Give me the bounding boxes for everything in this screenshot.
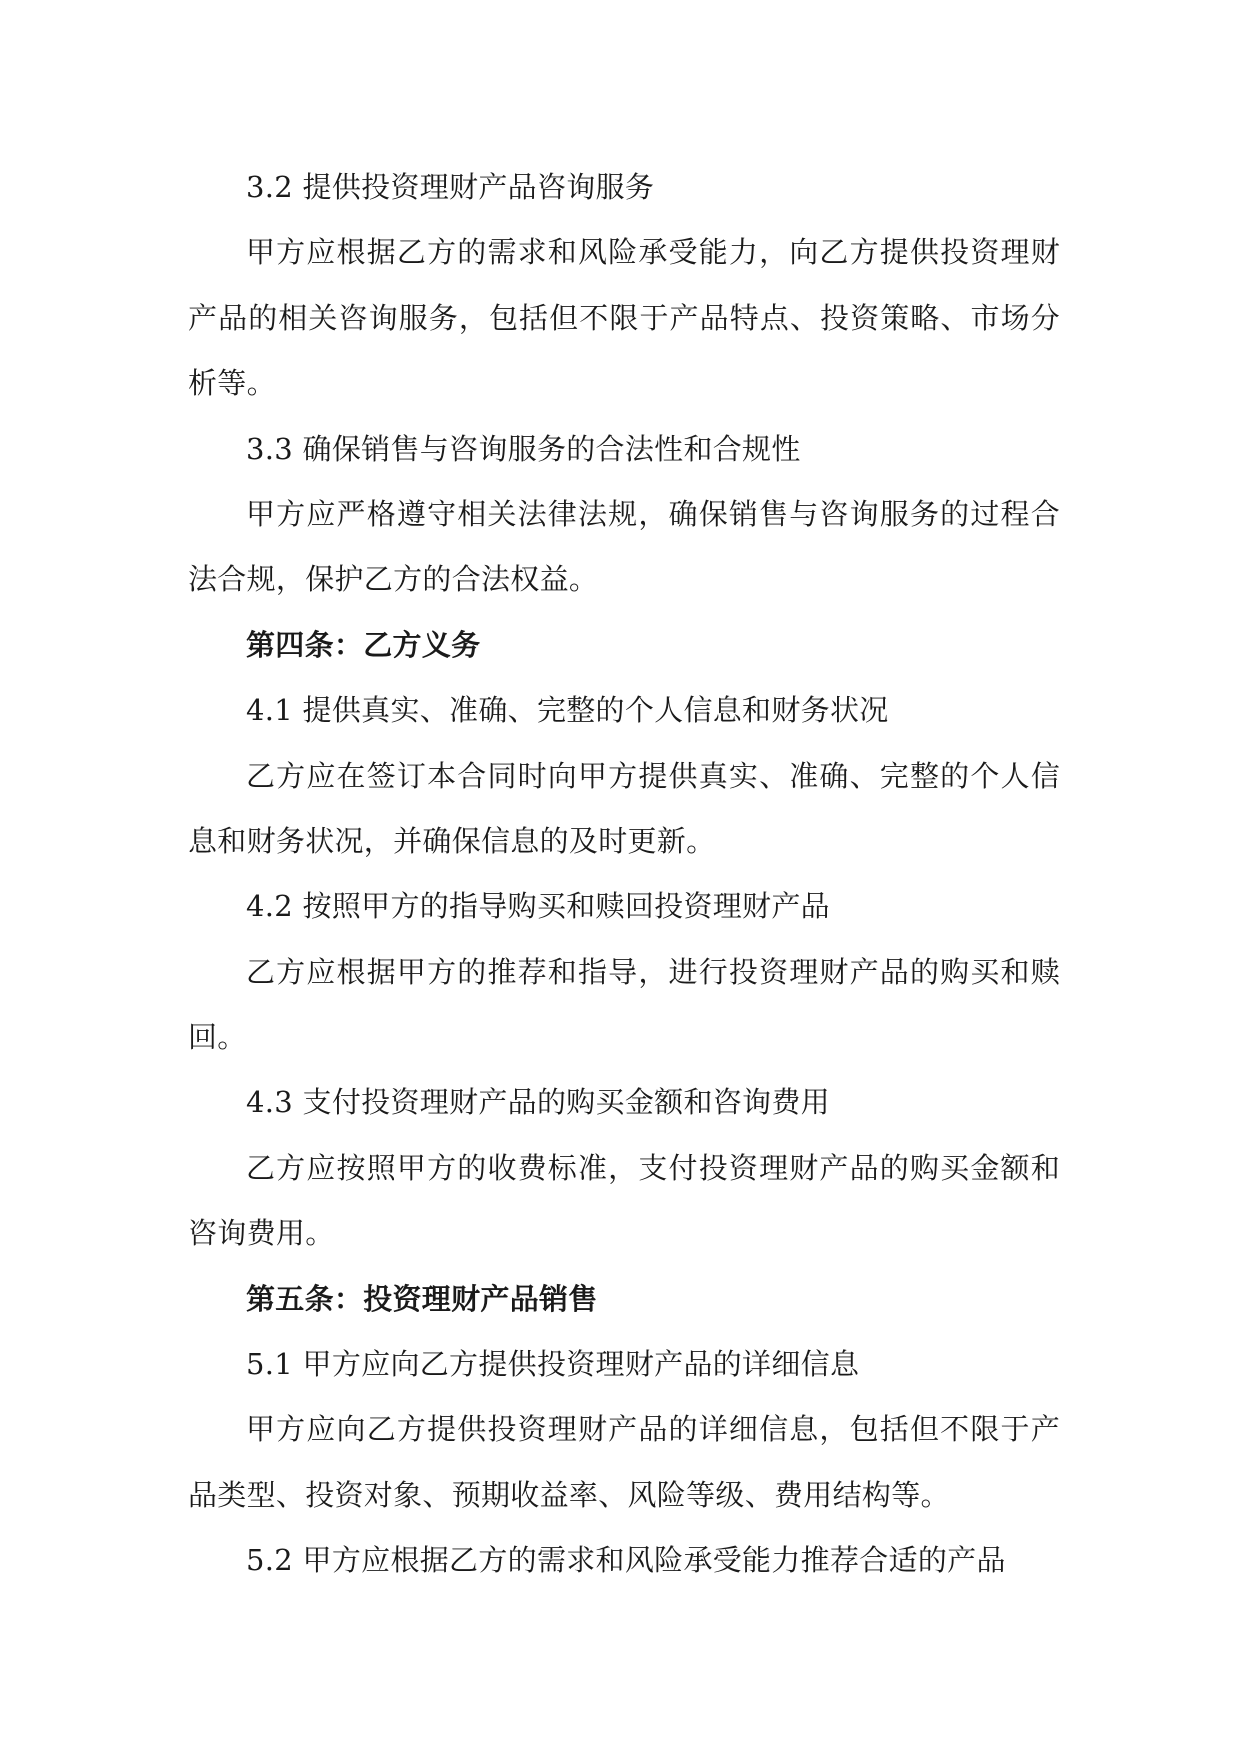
document-body: [188, 155, 1060, 1594]
paragraph-line: 回。: [188, 1020, 247, 1055]
paragraph-line: 甲方应严格遵守相关法律法规，确保销售与咨询服务的过程合: [246, 496, 1060, 531]
paragraph-line: 息和财务状况，并确保信息的及时更新。: [188, 823, 716, 858]
paragraph-line: 乙方应按照甲方的收费标准，支付投资理财产品的购买金额和: [246, 1150, 1060, 1185]
clause-5-2-title: 5.2 甲方应根据乙方的需求和风险承受能力推荐合适的产品: [246, 1543, 1006, 1578]
paragraph-line: 咨询费用。: [188, 1216, 335, 1251]
clause-4-1-title: 4.1 提供真实、准确、完整的个人信息和财务状况: [246, 693, 889, 728]
paragraph-line: 产品的相关咨询服务，包括但不限于产品特点、投资策略、市场分: [188, 300, 1060, 335]
paragraph-line: 乙方应根据甲方的推荐和指导，进行投资理财产品的购买和赎: [246, 954, 1060, 989]
clause-3-2-title: 3.2 提供投资理财产品咨询服务: [246, 170, 655, 204]
clause-4-3-title: 4.3 支付投资理财产品的购买金额和咨询费用: [246, 1085, 830, 1120]
clause-5-1-title: 5.1 甲方应向乙方提供投资理财产品的详细信息: [246, 1347, 860, 1382]
article-5-heading: 第五条：投资理财产品销售: [246, 1281, 598, 1316]
paragraph-line: 乙方应在签订本合同时向甲方提供真实、准确、完整的个人信: [246, 758, 1060, 793]
article-4-heading: 第四条：乙方义务: [246, 627, 481, 662]
paragraph-line: 法合规，保护乙方的合法权益。: [188, 562, 599, 597]
clause-4-2-title: 4.2 按照甲方的指导购买和赎回投资理财产品: [246, 889, 830, 924]
paragraph-line: 析等。: [188, 366, 276, 401]
clause-3-3-title: 3.3 确保销售与咨询服务的合法性和合规性: [246, 431, 801, 466]
paragraph-line: 甲方应向乙方提供投资理财产品的详细信息，包括但不限于产: [246, 1412, 1060, 1447]
paragraph-line: 甲方应根据乙方的需求和风险承受能力，向乙方提供投资理财: [246, 235, 1060, 270]
paragraph-line: 品类型、投资对象、预期收益率、风险等级、费用结构等。: [188, 1477, 950, 1512]
